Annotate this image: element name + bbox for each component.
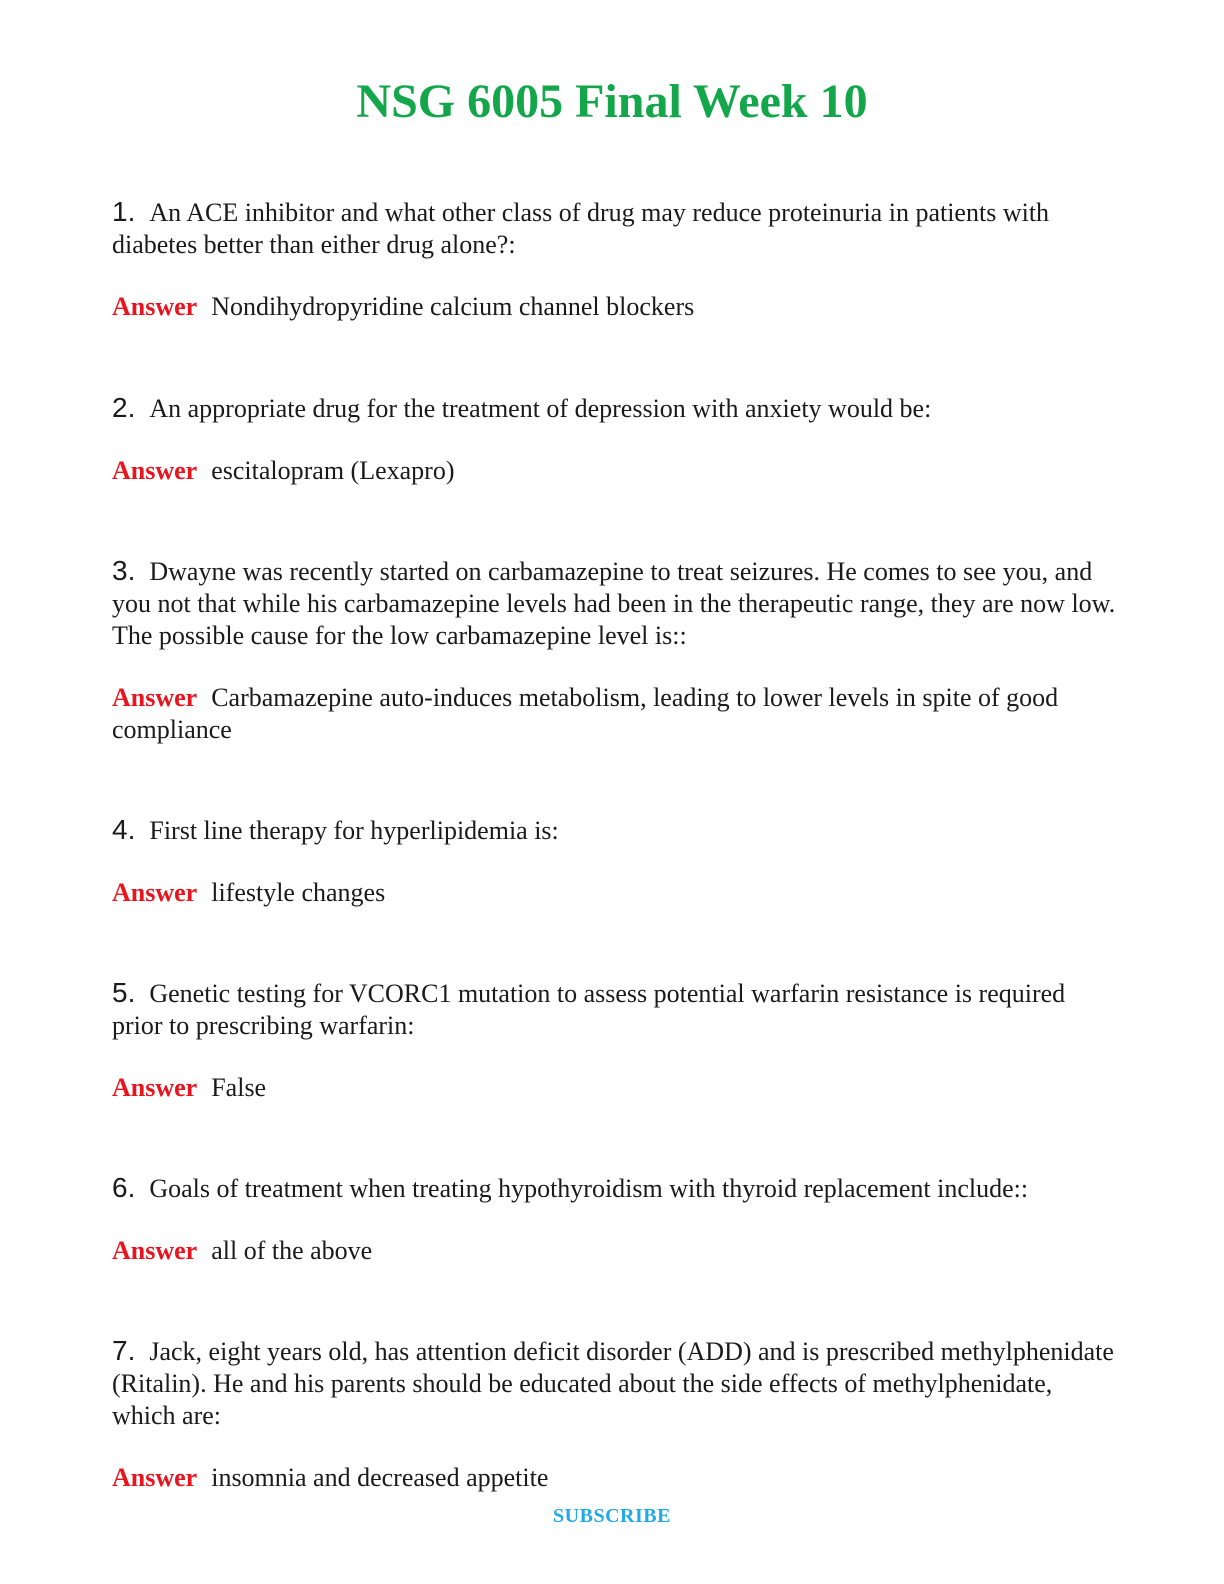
- question-body: Dwayne was recently started on carbamazepine to treat seizures. He comes to see you, and you not that while his carbamazepine levels had been in the therapeutic range, they are now low. The possible cause for the low carbamazepine level is::: [112, 557, 1116, 650]
- question-number: 1.: [112, 196, 136, 227]
- answer-label: Answer: [112, 878, 198, 907]
- question-text: [112, 814, 1122, 847]
- question-number: 6.: [112, 1172, 136, 1203]
- question-number: 5.: [112, 977, 136, 1008]
- answer-label: Answer: [112, 1236, 198, 1265]
- answer-line: [112, 682, 1122, 746]
- answer-label: Answer: [112, 292, 198, 321]
- question-item: [112, 392, 1122, 487]
- question-text: [112, 392, 1122, 425]
- question-number: 3.: [112, 555, 136, 586]
- question-text: [112, 1172, 1122, 1205]
- answer-label: Answer: [112, 1463, 198, 1492]
- answer-line: [112, 877, 1122, 909]
- answer-text: insomnia and decreased appetite: [211, 1463, 549, 1492]
- question-number: 2.: [112, 392, 136, 423]
- subscribe-link[interactable]: SUBSCRIBE: [553, 1505, 671, 1527]
- question-body: Genetic testing for VCORC1 mutation to assess potential warfarin resistance is required prior to prescribing warfarin:: [112, 979, 1066, 1040]
- question-body: An appropriate drug for the treatment of depression with anxiety would be:: [149, 394, 932, 423]
- question-text: [112, 977, 1122, 1042]
- question-body: Jack, eight years old, has attention deficit disorder (ADD) and is prescribed methylphenidate (Ritalin). He and his parents should be educated about the side effects of methylphenidate, which are:: [112, 1337, 1114, 1430]
- page-title: NSG 6005 Final Week 10: [356, 75, 868, 128]
- answer-label: Answer: [112, 1073, 198, 1102]
- answer-text: all of the above: [211, 1236, 373, 1265]
- answer-line: [112, 455, 1122, 487]
- answer-text: Nondihydropyridine calcium channel blockers: [211, 292, 695, 321]
- question-item: [112, 814, 1122, 909]
- question-number: 4.: [112, 814, 136, 845]
- question-text: [112, 555, 1122, 652]
- question-body: An ACE inhibitor and what other class of drug may reduce proteinuria in patients with diabetes better than either drug alone?:: [112, 198, 1050, 259]
- answer-text: escitalopram (Lexapro): [211, 456, 455, 485]
- question-number: 7.: [112, 1335, 136, 1366]
- question-body: First line therapy for hyperlipidemia is:: [149, 816, 559, 845]
- question-body: Goals of treatment when treating hypothyroidism with thyroid replacement include::: [149, 1174, 1029, 1203]
- question-text: [112, 196, 1122, 261]
- answer-text: Carbamazepine auto-induces metabolism, leading to lower levels in spite of good compliance: [112, 683, 1059, 744]
- answer-line: [112, 1235, 1122, 1267]
- answer-text: False: [211, 1073, 267, 1102]
- answer-label: Answer: [112, 683, 198, 712]
- question-item: [112, 1172, 1122, 1267]
- answer-line: [112, 1072, 1122, 1104]
- answer-line: [112, 291, 1122, 323]
- question-text: [112, 1335, 1122, 1432]
- question-item: [112, 196, 1122, 323]
- answer-line: [112, 1462, 1122, 1494]
- question-item: [112, 1335, 1122, 1494]
- question-item: [112, 977, 1122, 1104]
- answer-text: lifestyle changes: [211, 878, 386, 907]
- question-item: [112, 555, 1122, 746]
- answer-label: Answer: [112, 456, 198, 485]
